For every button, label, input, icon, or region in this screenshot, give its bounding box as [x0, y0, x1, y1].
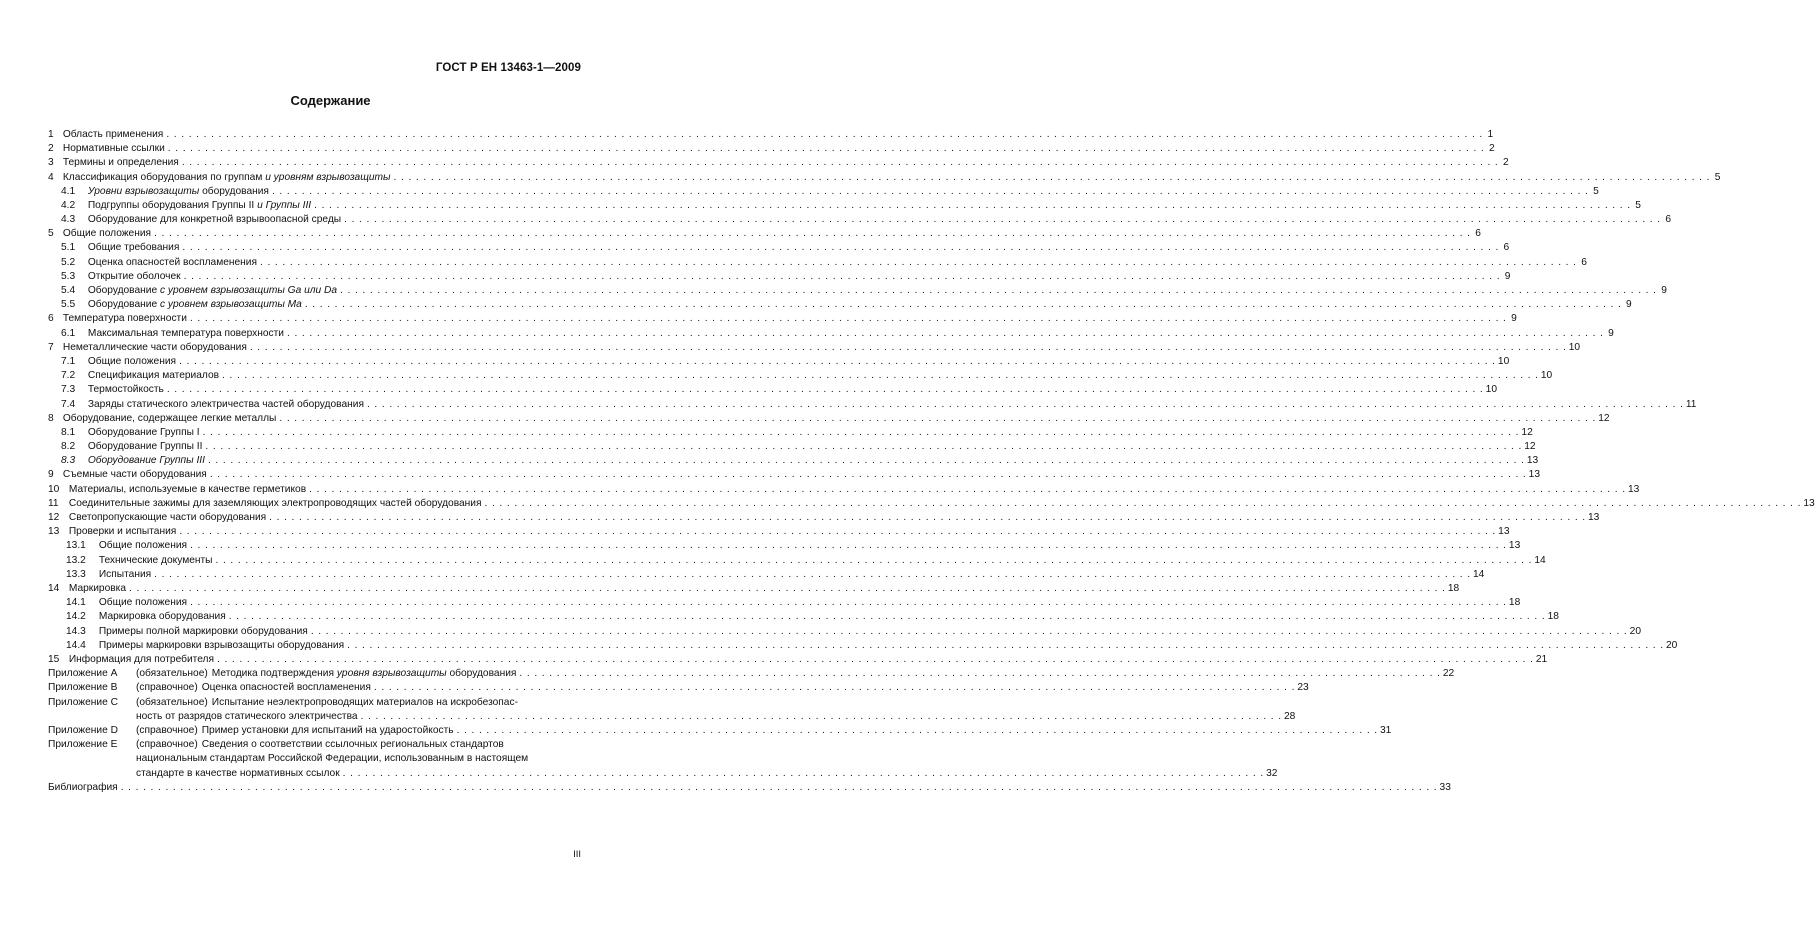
appendix-title [136, 710, 358, 724]
toc-entry-page: 14 [1473, 568, 1485, 580]
toc-entry[interactable] [48, 199, 1641, 213]
toc-entry-page: 10 [1540, 370, 1553, 382]
appendix-page: 28 [1283, 710, 1296, 722]
toc-entry[interactable] [48, 355, 1510, 369]
toc-entry[interactable] [48, 227, 1481, 241]
toc-entry-title [66, 610, 226, 624]
appendix-title-last-line [136, 667, 1454, 681]
appendix-title-text: Пример установки для испытаний на ударостойкость [201, 724, 454, 736]
toc-entry-number: 7.2 [61, 370, 76, 382]
toc-entry-text: Оценка опасностей воспламенения [87, 256, 258, 268]
toc-entry-page: 6 [1503, 242, 1510, 254]
toc-entry-title [61, 426, 200, 440]
dot-leader [269, 185, 1589, 199]
toc-entry-title [48, 412, 276, 426]
toc-entry[interactable] [48, 497, 1815, 511]
toc-entry-title [61, 213, 341, 227]
toc-entry-number: 14.3 [66, 625, 86, 637]
toc-entry-number: 4 [48, 171, 54, 183]
toc-entry-text-after: оборудования [199, 185, 269, 197]
appendix-body [136, 667, 1454, 681]
dot-leader [219, 369, 1539, 383]
toc-entry-title [61, 256, 257, 270]
toc-entry-text-italic: с уровнем взрывозащиты Ga или Da [159, 285, 338, 297]
toc-entry[interactable] [48, 412, 1610, 426]
dot-leader [340, 767, 1264, 781]
toc-entry-number: 5.5 [61, 299, 76, 311]
toc-entry-number: 4.2 [61, 199, 76, 211]
toc-entry-text: Заряды статического электричества частей оборудования [87, 398, 364, 410]
toc-entry-page: 18 [1447, 582, 1460, 594]
dot-leader [179, 241, 1499, 255]
appendix-title-line [136, 752, 1277, 766]
toc-entry-page: 6 [1475, 228, 1481, 240]
toc-entry-page: 5 [1714, 171, 1721, 183]
toc-entry-page: 20 [1629, 625, 1641, 637]
toc-entry-text: Маркировка оборудования [98, 611, 226, 623]
dot-leader [284, 327, 1604, 341]
appendix-kind: (обязательное) [136, 668, 208, 680]
toc-entry-text: Примеры полной маркировки оборудования [98, 625, 308, 637]
appendix-title [136, 724, 454, 738]
toc-entry[interactable] [48, 213, 1671, 227]
appendix-kind: (обязательное) [136, 696, 208, 708]
toc-entry-page: 10 [1497, 355, 1510, 367]
toc-entry-title [66, 639, 344, 653]
dot-leader [118, 781, 1438, 795]
dot-leader [266, 511, 1586, 525]
toc-entry[interactable] [48, 469, 1541, 483]
dot-leader [151, 568, 1471, 582]
appendix-entry[interactable] [48, 667, 1455, 681]
toc-entry-text: Оборудование Группы II [87, 441, 203, 453]
toc-entry[interactable] [48, 312, 1517, 326]
appendix-body [136, 696, 1295, 724]
toc-entry-page: 2 [1488, 143, 1495, 155]
toc-entry-title [61, 185, 269, 199]
appendix-title [136, 667, 516, 681]
dot-leader [482, 497, 1802, 511]
toc-entry[interactable] [48, 327, 1614, 341]
dot-leader [200, 426, 1520, 440]
toc-entry-number: 6.1 [61, 327, 76, 339]
dot-leader [181, 270, 1501, 284]
toc-entry-text: Оборудование Группы I [87, 426, 200, 438]
toc-entry-text: Нормативные ссылки [62, 143, 165, 155]
toc-entry[interactable] [48, 596, 1521, 610]
toc-entry-text: Классификация оборудования по группам [62, 171, 266, 183]
dot-leader [179, 156, 1499, 170]
toc-entry-text-italic: и Группы III [257, 199, 312, 211]
toc-entry-page: 5 [1635, 199, 1641, 211]
toc-entry-page: 18 [1508, 597, 1521, 609]
toc-entry-number: 1 [48, 128, 54, 140]
dot-leader [176, 525, 1496, 539]
dot-leader [257, 256, 1577, 270]
toc-entry-page: 9 [1661, 285, 1667, 297]
appendix-entry[interactable] [48, 681, 1309, 695]
dot-leader [308, 625, 1628, 639]
toc-entry-title [66, 596, 187, 610]
dot-leader [344, 639, 1664, 653]
toc-entry-text: Термины и определения [62, 157, 179, 169]
appendix-title-last-line [136, 767, 1277, 781]
toc-entry-number: 5 [48, 228, 54, 240]
appendix-label: Приложение А [48, 668, 118, 680]
toc-entry-title [61, 383, 164, 397]
toc-entry-text-italic: с уровнем взрывозащиты Ma [159, 299, 302, 311]
toc-entry-page: 6 [1581, 256, 1587, 268]
appendix-title-after: оборудования [446, 668, 517, 680]
toc-entry[interactable] [48, 256, 1587, 270]
dot-leader [311, 199, 1631, 213]
toc-entry[interactable] [48, 625, 1641, 639]
toc-entry-text: Испытания [98, 568, 152, 580]
toc-entry-number: 8.1 [61, 426, 76, 438]
toc-entry-number: 5.4 [61, 285, 76, 297]
toc-entry[interactable] [48, 568, 1485, 582]
dot-leader [163, 128, 1483, 142]
toc-entry[interactable] [48, 185, 1599, 199]
toc-entry-number: 13.3 [66, 568, 86, 580]
toc-entry[interactable] [48, 454, 1539, 468]
dot-leader [165, 142, 1485, 156]
dot-leader [187, 312, 1507, 326]
toc-entry-page: 11 [1685, 398, 1697, 410]
toc-entry-page: 12 [1598, 412, 1610, 424]
toc-entry[interactable] [48, 270, 1511, 284]
appendix-title [136, 767, 340, 781]
appendix-kind: (справочное) [136, 724, 198, 736]
toc-entry-title [48, 341, 247, 355]
toc-entry-number: 6 [48, 313, 54, 325]
toc-entry-title [61, 199, 311, 213]
toc-entry-page: 13 [1627, 483, 1640, 495]
toc-entry-page: 13 [1526, 455, 1539, 467]
toc-entry-number: 5.3 [61, 270, 76, 282]
toc-entry-title [48, 468, 207, 482]
toc-entry-title [48, 653, 214, 667]
toc-entry-title [48, 483, 306, 497]
toc-entry-page: 10 [1485, 384, 1497, 396]
toc-entry-number: 8.3 [61, 455, 76, 467]
toc-entry[interactable] [48, 369, 1553, 383]
bibliography-entry[interactable] [48, 781, 1451, 795]
dot-leader [205, 454, 1525, 468]
toc-entry-number: 7.3 [61, 384, 76, 396]
appendix-page: 23 [1297, 682, 1309, 694]
toc-entry-text: Маркировка [68, 582, 127, 594]
dot-leader [213, 554, 1533, 568]
toc-entry-title [61, 398, 364, 412]
toc-entry-text: Светопропускающие части оборудования [68, 512, 267, 524]
toc-entry-page: 12 [1521, 426, 1533, 438]
appendix-body [136, 681, 1309, 695]
appendix-title-text: Испытание неэлектропроводящих материалов на искробезопас- [211, 696, 518, 708]
appendix-title-italic: уровня взрывозащиты [336, 668, 447, 680]
dot-leader [337, 284, 1657, 298]
toc-entry-text-italic: Оборудование Группы III [87, 455, 205, 467]
dot-leader [371, 681, 1295, 695]
appendix-title [136, 681, 371, 695]
toc-entry-title [48, 156, 179, 170]
toc-entry-text: Съемные части оборудования [62, 469, 207, 481]
toc-entry-title [48, 525, 176, 539]
dot-leader [302, 298, 1622, 312]
toc-entry[interactable] [48, 242, 1510, 256]
table-of-contents [48, 128, 1815, 795]
toc-entry-number: 5.1 [61, 242, 76, 254]
toc-entry[interactable] [48, 398, 1697, 412]
dot-leader [126, 582, 1446, 596]
dot-leader [187, 596, 1507, 610]
toc-entry-number: 13 [48, 526, 60, 538]
dot-leader [247, 341, 1567, 355]
toc-entry-page: 18 [1547, 611, 1559, 623]
dot-leader [214, 653, 1534, 667]
toc-entry-number: 14.4 [66, 639, 86, 651]
dot-leader [454, 724, 1378, 738]
dot-leader [358, 710, 1282, 724]
dot-leader [226, 610, 1546, 624]
appendix-entry[interactable] [48, 724, 1392, 738]
toc-entry-number: 12 [48, 512, 60, 524]
toc-entry-text: Спецификация материалов [87, 370, 220, 382]
toc-entry-page: 5 [1593, 185, 1599, 197]
toc-entry-number: 4.3 [61, 214, 76, 226]
toc-entry[interactable] [48, 639, 1678, 653]
toc-entry-text: Оборудование, содержащее легкие металлы [62, 412, 277, 424]
toc-entry-page: 13 [1803, 497, 1815, 509]
dot-leader [306, 483, 1626, 497]
toc-entry[interactable] [48, 554, 1546, 568]
toc-entry-page: 6 [1665, 214, 1671, 226]
toc-entry-number: 11 [48, 497, 59, 509]
bibliography-page: 33 [1439, 781, 1451, 793]
toc-entry-title [48, 227, 151, 241]
dot-leader [202, 440, 1522, 454]
toc-entry[interactable] [48, 610, 1559, 624]
toc-entry-text: Общие требования [87, 242, 180, 254]
toc-entry-text: Информация для потребителя [68, 653, 214, 665]
toc-entry-page: 13 [1588, 512, 1600, 524]
toc-entry-number: 14 [48, 582, 60, 594]
toc-entry-number: 9 [48, 469, 54, 481]
toc-entry-page: 1 [1487, 128, 1494, 140]
toc-entry[interactable] [48, 525, 1510, 539]
toc-entry-text: Неметаллические части оборудования [62, 341, 247, 353]
dot-leader [516, 667, 1440, 681]
toc-entry-text: Оборудование [87, 285, 160, 297]
toc-entry-number: 8 [48, 412, 54, 424]
appendix-title-line [136, 696, 1295, 710]
toc-entry[interactable] [48, 582, 1460, 596]
page-title: Содержание [290, 93, 371, 108]
toc-entry-page: 13 [1498, 526, 1510, 538]
toc-entry-title [61, 440, 202, 454]
toc-entry-number: 14.1 [66, 597, 86, 609]
toc-entry-page: 21 [1535, 653, 1548, 665]
toc-entry-title [66, 625, 308, 639]
toc-entry-title [61, 355, 176, 369]
appendix-label: Приложение Е [48, 739, 118, 751]
appendix-title-text: Оценка опасностей воспламенения [201, 682, 371, 694]
toc-entry-number: 14.2 [66, 611, 86, 623]
toc-entry-number: 4.1 [61, 185, 76, 197]
toc-entry-title [61, 327, 284, 341]
appendix-title-last-line [136, 681, 1309, 695]
dot-leader [276, 412, 1596, 426]
toc-entry-page: 2 [1503, 157, 1509, 169]
appendix-title-text: Методика подтверждения [211, 668, 337, 680]
toc-entry-page: 9 [1626, 299, 1632, 311]
toc-entry-number: 7 [48, 341, 54, 353]
appendix-page: 22 [1442, 668, 1455, 680]
toc-entry-page: 9 [1511, 313, 1517, 325]
toc-entry-title [48, 511, 266, 525]
toc-entry-page: 12 [1524, 441, 1536, 453]
appendix-title-text: Сведения о соответствии ссылочных региональных стандартов [201, 739, 504, 751]
toc-entry-number: 7.4 [61, 398, 76, 410]
appendix-page: 31 [1380, 724, 1392, 736]
toc-entry-text: Общие положения [98, 597, 188, 609]
toc-entry-title [61, 369, 219, 383]
toc-entry-text: Технические документы [98, 554, 213, 566]
toc-entry[interactable] [48, 284, 1667, 298]
standard-designation: ГОСТ Р ЕН 13463-1—2009 [435, 62, 581, 74]
toc-entry-title [48, 142, 165, 156]
dot-leader [164, 383, 1484, 397]
toc-entry-page: 13 [1508, 540, 1521, 552]
toc-entry[interactable] [48, 298, 1632, 312]
toc-entry-page: 13 [1528, 469, 1541, 481]
toc-entry-title [48, 497, 482, 511]
toc-entry-title [66, 568, 151, 582]
page-number: III [573, 849, 581, 860]
toc-entry-title [66, 539, 187, 553]
toc-entry-number: 8.2 [61, 441, 76, 453]
toc-entry[interactable] [48, 653, 1548, 667]
toc-entry-text: Общие положения [62, 228, 152, 240]
toc-entry-page: 9 [1504, 270, 1511, 282]
appendix-title-text: ность от разрядов статического электричества [136, 710, 358, 722]
toc-entry-page: 10 [1568, 341, 1581, 353]
toc-entry-number: 13.2 [66, 554, 86, 566]
dot-leader [364, 398, 1684, 412]
appendix-label: Приложение С [48, 696, 118, 708]
appendix-body [136, 738, 1277, 781]
toc-entry[interactable] [48, 539, 1521, 553]
toc-entry[interactable] [48, 483, 1640, 497]
toc-entry-text: Область применения [62, 128, 164, 140]
toc-entry-number: 13.1 [66, 540, 86, 552]
toc-entry[interactable] [48, 142, 1495, 156]
toc-entry[interactable] [48, 426, 1533, 440]
toc-entry-number: 15 [48, 653, 60, 665]
dot-leader [207, 468, 1527, 482]
dot-leader [341, 213, 1661, 227]
appendix-title-last-line [136, 724, 1391, 738]
dot-leader [176, 355, 1496, 369]
appendix-title-text: стандарте в качестве нормативных ссылок [136, 767, 340, 779]
appendix-entry[interactable] [48, 696, 1296, 724]
toc-entry-text: Соединительные зажимы для заземляющих электропроводящих частей оборудования [68, 497, 482, 509]
toc-entry-text: Оборудование [87, 299, 160, 311]
toc-entry-text-italic: Уровни взрывозащиты [87, 185, 200, 197]
toc-entry-text: Подгруппы оборудования Группы II [87, 199, 258, 211]
toc-entry-text: Общие положения [98, 540, 188, 552]
toc-entry-title [61, 298, 302, 312]
toc-entry-text: Максимальная температура поверхности [87, 327, 284, 339]
toc-entry-title [48, 312, 187, 326]
toc-entry-text: Материалы, используемые в качестве герметиков [68, 483, 307, 495]
toc-entry[interactable] [48, 171, 1721, 185]
toc-entry-text: Открытие оболочек [87, 270, 181, 282]
bibliography-title: Библиография [48, 781, 118, 793]
toc-entry[interactable] [48, 511, 1600, 525]
toc-entry-number: 2 [48, 143, 54, 155]
toc-entry-number: 10 [48, 483, 60, 495]
appendix-title-line [136, 738, 1277, 752]
toc-entry-text: Оборудование для конкретной взрывоопасной среды [87, 214, 342, 226]
toc-entry-text: Температура поверхности [62, 313, 187, 325]
toc-entry-page: 20 [1665, 639, 1678, 651]
toc-entry-text: Примеры маркировки взрывозащиты оборудования [98, 639, 345, 651]
toc-entry-number: 7.1 [61, 355, 76, 367]
toc-entry-title [66, 554, 213, 568]
toc-entry[interactable] [48, 128, 1494, 142]
toc-entry-text: Термостойкость [87, 384, 164, 396]
appendix-title-last-line [136, 710, 1295, 724]
toc-entry-title [61, 270, 181, 284]
toc-entry-title [61, 241, 179, 255]
dot-leader [187, 539, 1507, 553]
toc-entry-page: 14 [1534, 554, 1546, 566]
toc-entry-title [61, 454, 205, 468]
toc-entry-text-italic: и уровням взрывозащиты [265, 171, 391, 183]
toc-entry-text: Общие положения [87, 355, 177, 367]
appendix-title-text: национальным стандартам Российской Федерации, использованным в настоящем [136, 753, 529, 765]
appendix-body [136, 724, 1391, 738]
appendix-kind: (справочное) [136, 682, 198, 694]
toc-entry-text: Проверки и испытания [68, 526, 177, 538]
toc-entry-title [48, 171, 391, 185]
toc-entry[interactable] [48, 156, 1509, 170]
toc-entry-number: 5.2 [61, 256, 76, 268]
toc-entry[interactable] [48, 341, 1581, 355]
appendix-kind: (справочное) [136, 739, 198, 751]
dot-leader [151, 227, 1471, 241]
toc-entry-title [61, 284, 337, 298]
appendix-page: 32 [1266, 767, 1278, 779]
toc-entry[interactable] [48, 383, 1497, 397]
toc-entry-title [48, 128, 163, 142]
toc-entry-title [48, 582, 126, 596]
toc-entry-page: 9 [1608, 327, 1614, 339]
appendix-label: Приложение В [48, 682, 118, 694]
toc-entry[interactable] [48, 440, 1536, 454]
appendix-label: Приложение D [48, 724, 118, 736]
dot-leader [391, 171, 1711, 185]
toc-entry-number: 3 [48, 157, 54, 169]
appendix-entry[interactable] [48, 738, 1278, 781]
